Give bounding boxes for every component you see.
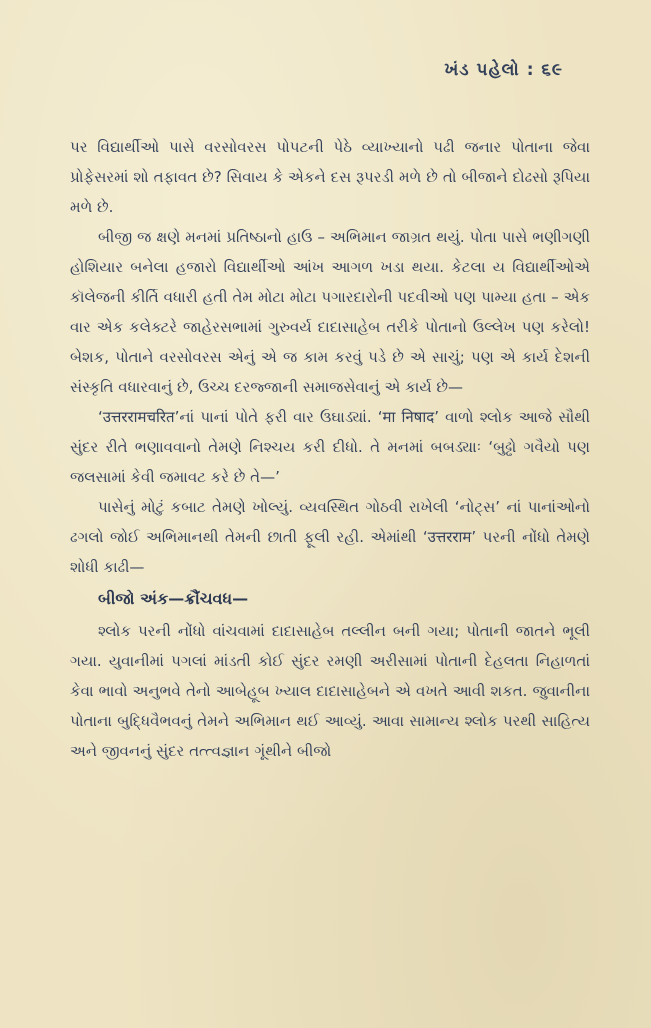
paragraph-4: પાસેનું મોટું કબાટ તેમણે ખોલ્યું. વ્યવસ્થિત ગોઠવી રાખેલી ‘નોટ્સ’ નાં પાનાંઓનો ઢગલો જોઈ અભિમાનથી તેમની છાતી ફૂલી રહી. એમાંથી ‘उत्तरराम’ પરની નોંધો તેમણે શોધી કાઢી— <box>70 498 590 576</box>
paragraph-5: શ્લોક પરની નોંધો વાંચવામાં દાદાસાહેબ તલ્લીન બની ગયા; પોતાની જાતને ભૂલી ગયા. યુવાનીમાં પગલાં માંડતી કોઈ સુંદર રમણી અરીસામાં પોતાની દેહલતા નિહાળતાં કેવા ભાવો અનુભવે તેનો આબેહૂબ ખ્યાલ દાદાસાહેબને એ વખતે આવી શકત. જુવાનીના પોતાના બુદ્ધિવૈભવનું તેમને અભિમાન થઈ આવ્યું. આવા સામાન્ય શ્લોક પરથી સાહિત્ય અને જીવનનું સુંદર તત્ત્વજ્ઞાન ગૂંથીને બીજો <box>70 622 590 760</box>
paragraph-2: બીજી જ ક્ષણે મનમાં પ્રતિષ્ઠાનો હાઉ – અભિમાન જાગ્રત થયું. પોતા પાસે ભણીગણી હોશિયાર બનેલા હજારો વિદ્યાર્થીઓ આંખ આગળ ખડા થયા. કેટલા ય વિદ્યાર્થીઓએ કૉલેજની કીર્તિ વધારી હતી તેમ મોટા મોટા પગારદારોની પદવીઓ પણ પામ્યા હતા – એક વાર એક કલેક્ટરે જાહેરસભામાં ગુરુવર્ય દાદાસાહેબ તરીકે પોતાનો ઉલ્લેખ પણ કરેલો! બેશક, પોતાને વરસોવરસ એનું એ જ કામ કરવું પડે છે એ સાચું; પણ એ કાર્ય દેશની સંસ્કૃતિ વધારવાનું છે, ઉચ્ચ દરજ્જાની સમાજસેવાનું એ કાર્ય છે— <box>70 228 590 396</box>
paragraph-3: ‘उत्तररामचरित’નાં પાનાં પોતે ફરી વાર ઉઘાડ્યાં. ‘मा निषाद’ વાળો શ્લોક આજે સૌથી સુંદર રીતે ભણાવવાનો તેમણે નિશ્ચય કરી દીધો. તે મનમાં બબડ્યાઃ ‘બુઢ્ઢો ગવૈયો પણ જલસામાં કેવી જમાવટ કરે છે તે—’ <box>70 408 590 486</box>
section-heading: બીજો અંક—ક્રૌંચવધ— <box>98 589 249 608</box>
running-head: ખંડ પહેલો : ૬૯ <box>444 60 563 80</box>
page-body <box>70 132 590 766</box>
paragraph-1: પર વિદ્યાર્થીઓ પાસે વરસોવરસ પોપટની પેઠે વ્યાખ્યાનો પઢી જનાર પોતાના જેવા પ્રોફેસરમાં શો તફાવત છે? સિવાય કે એકને દસ રૂપરડી મળે છે તો બીજાને દોઢસો રૂપિયા મળે છે. <box>70 138 590 216</box>
